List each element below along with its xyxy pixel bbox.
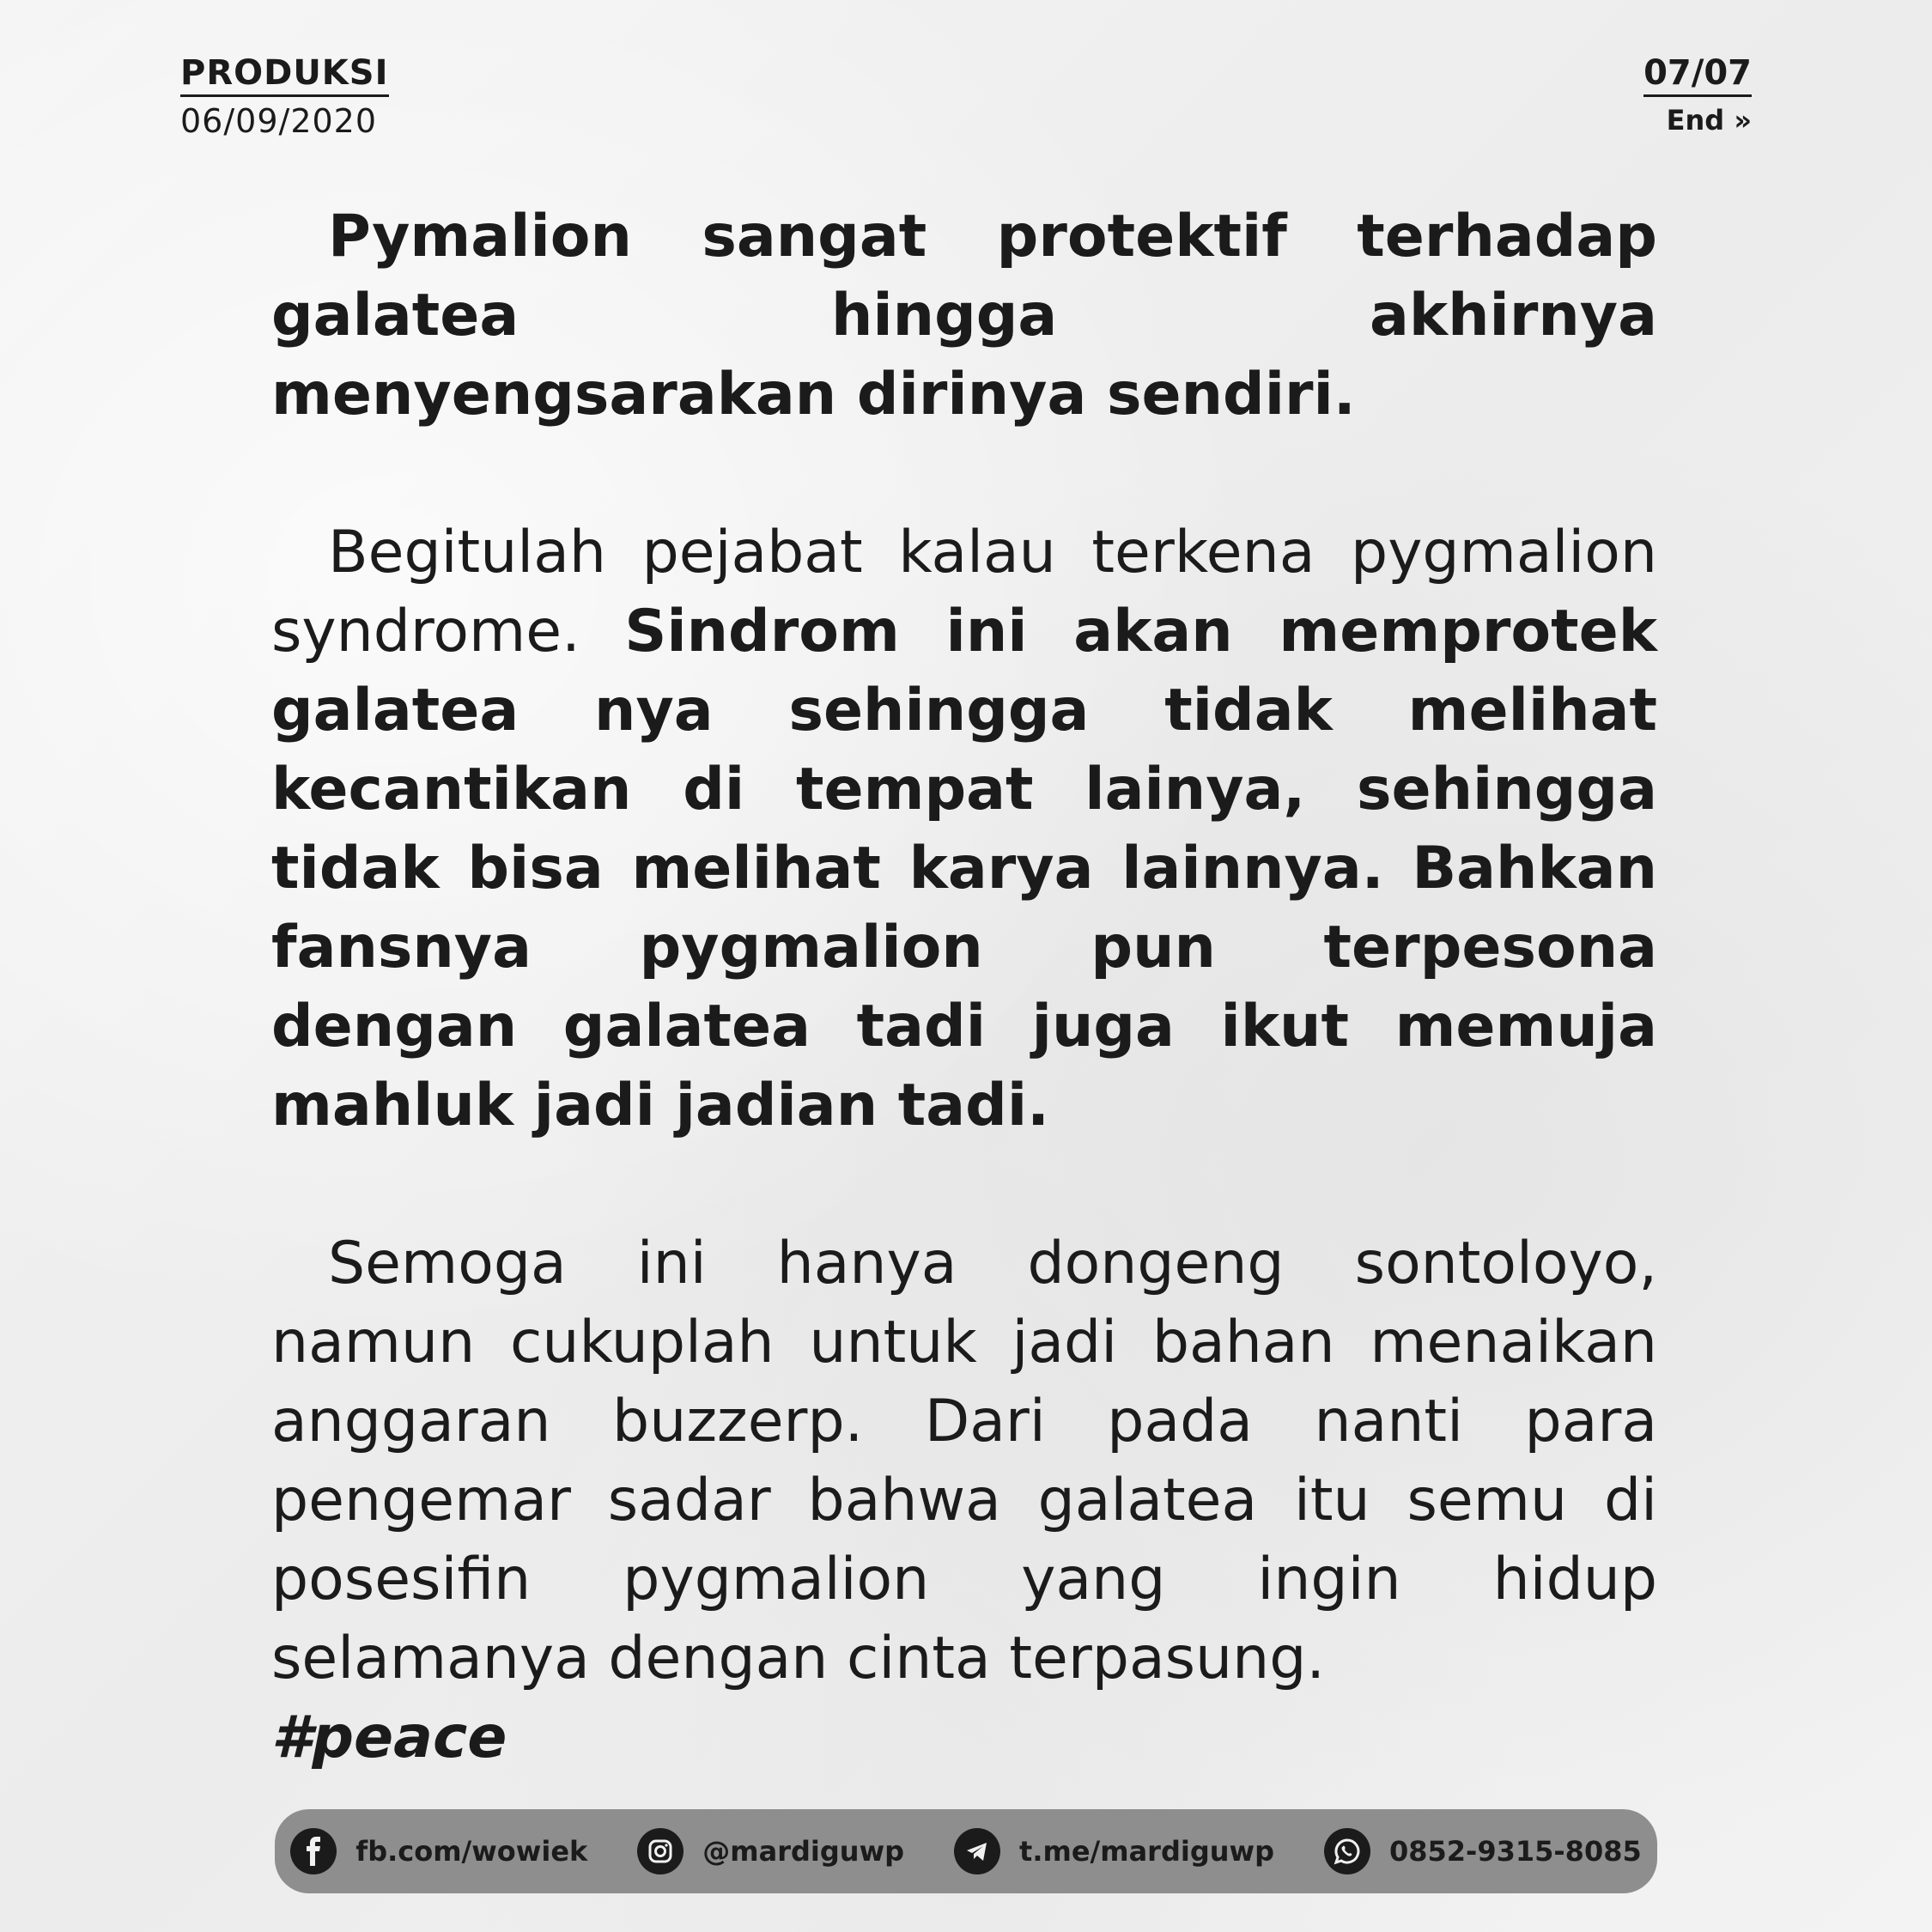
paragraph-2 — [271, 513, 1657, 1145]
instagram-icon — [637, 1828, 683, 1874]
facebook-icon — [290, 1828, 337, 1874]
header-left — [180, 53, 389, 140]
paragraph-1: Pymalion sangat protektif terhadap galatea hingga akhirnya menyengsarakan dirinya sendiri. — [271, 203, 1657, 428]
header-right — [1643, 53, 1752, 137]
section-label: PRODUKSI — [180, 53, 389, 97]
whatsapp-text: 0852-9315-8085 — [1388, 1835, 1642, 1868]
page-number: 07/07 — [1643, 53, 1752, 97]
paragraph-2-bold: Sindrom ini akan memprotek galatea nya sehingga tidak melihat kecantikan di tempat lainya, sehingga tidak bisa melihat karya lainnya. Bahkan fansnya pygmalion pun terpesona dengan galatea tadi juga ikut memuja mahluk jadi jadian tadi. — [271, 598, 1657, 1139]
instagram-text: @mardiguwp — [702, 1835, 905, 1868]
facebook-link[interactable] — [290, 1828, 587, 1874]
instagram-link[interactable] — [637, 1828, 904, 1874]
paragraph-3: Semoga ini hanya dongeng sontoloyo, namun cukuplah untuk jadi bahan menaikan anggaran buzzerp. Dari pada nanti para pengemar sadar bahwa galatea itu semu di posesifin pygmalion yang ingin hidup selamanya dengan cinta terpasung. — [271, 1230, 1657, 1692]
telegram-link[interactable] — [954, 1828, 1274, 1874]
facebook-text: fb.com/wowiek — [355, 1835, 588, 1868]
main-content — [271, 197, 1657, 1856]
social-footer — [275, 1809, 1657, 1893]
whatsapp-icon — [1324, 1828, 1370, 1874]
telegram-text: t.me/mardiguwp — [1019, 1835, 1274, 1868]
whatsapp-link[interactable] — [1324, 1828, 1642, 1874]
paragraph-2-normal: Begitulah pejabat kalau terkena pygmalion syndrome. — [271, 519, 1657, 665]
end-label: End » — [1666, 104, 1752, 137]
hashtag: #peace — [271, 1704, 507, 1771]
telegram-icon — [954, 1828, 1000, 1874]
date-label: 06/09/2020 — [180, 102, 378, 140]
